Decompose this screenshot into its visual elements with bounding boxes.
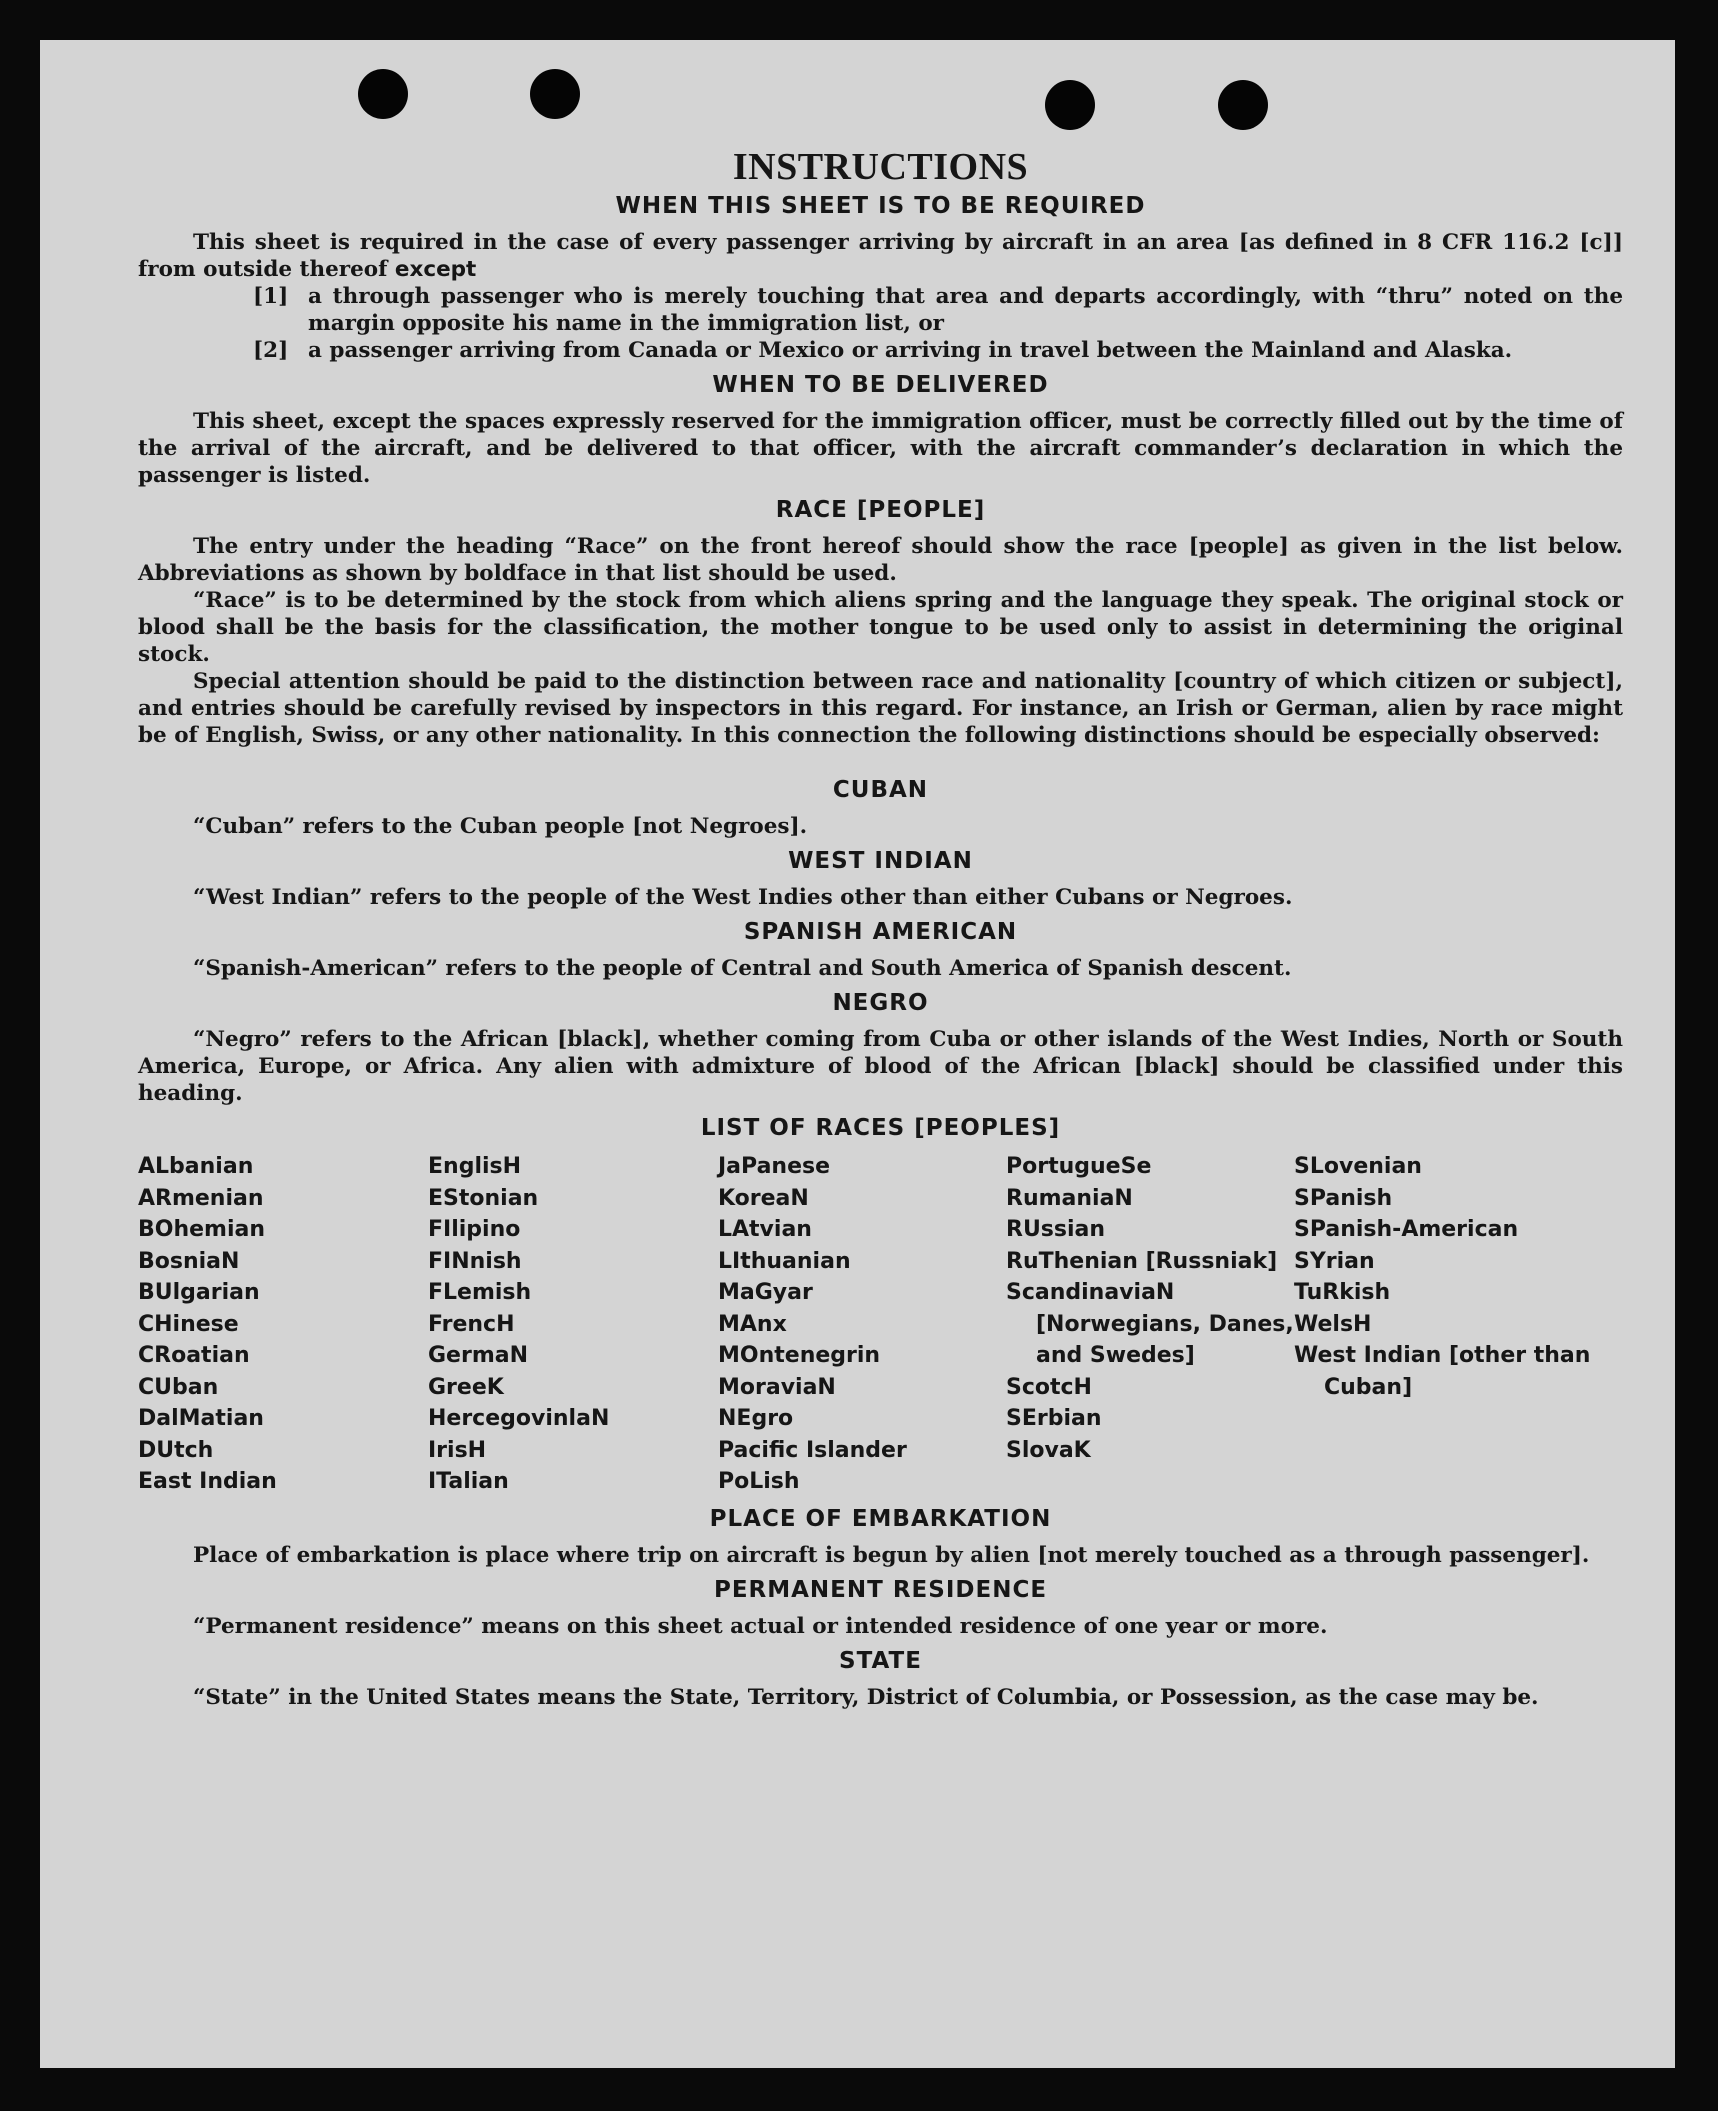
race-entry: SYrian xyxy=(1294,1248,1375,1274)
state-text: “State” in the United States means the State, Territory, District of Columbia, or Possession, as the case may be. xyxy=(193,1684,1539,1710)
delivered-text: This sheet, except the spaces expressly reserved for the immigration officer, must be correctly filled out by the time of the arrival of the aircraft, and be delivered to that officer, with the aircraft commander’s declaration in which the passenger is listed. xyxy=(138,409,1623,488)
race-entry: MoraviaN xyxy=(718,1374,836,1400)
race-entry: EnglisH xyxy=(428,1154,522,1179)
heading-when-delivered: WHEN TO BE DELIVERED xyxy=(712,372,1049,398)
race-entry: MOntenegrin xyxy=(718,1343,881,1368)
race-column xyxy=(1294,1151,1594,1498)
race-entry: RuThenian [Russniak] xyxy=(1006,1248,1278,1274)
race-entry: GermaN xyxy=(428,1343,529,1368)
negro-text: “Negro” refers to the African [black], whether coming from Cuba or other islands of the West Indies, North or South America, Europe, or Africa. Any alien with admixture of blood of the African [black] should be classified under this heading. xyxy=(138,1027,1623,1106)
race-entry: FINnish xyxy=(428,1248,522,1274)
heading-race: RACE [PEOPLE] xyxy=(775,497,986,523)
west-indian-text: “West Indian” refers to the people of the West Indies other than either Cubans or Negroes. xyxy=(193,885,1293,910)
race-entry: SErbian xyxy=(1006,1406,1102,1431)
race-entry: GreeK xyxy=(428,1374,504,1400)
heading-cuban: CUBAN xyxy=(832,777,929,803)
except-word: except xyxy=(394,257,477,282)
race-entry: SLovenian xyxy=(1294,1154,1422,1179)
race-entry: BUlgarian xyxy=(138,1280,260,1305)
race-entry: WelsH xyxy=(1294,1311,1372,1337)
punch-hole xyxy=(1218,80,1268,130)
race-entry: JaPanese xyxy=(718,1154,831,1179)
heading-negro: NEGRO xyxy=(832,990,929,1016)
heading-permanent-residence: PERMANENT RESIDENCE xyxy=(713,1576,1048,1603)
exception-item: [2] a passenger arriving from Canada or Mexico or arriving in travel between the Mainland and Alaska. xyxy=(253,338,1513,363)
heading-spanish-american: SPANISH AMERICAN xyxy=(743,919,1018,945)
race-entry: EStonian xyxy=(428,1185,539,1211)
race-entry: ScandinaviaN [Norwegians, Danes, and Swedes] xyxy=(1006,1280,1294,1368)
punch-hole xyxy=(1045,80,1095,130)
heading-when-required: WHEN THIS SHEET IS TO BE REQUIRED xyxy=(615,193,1146,219)
race-entry: TuRkish xyxy=(1294,1280,1391,1305)
race-entry: West Indian [other than Cuban] xyxy=(1294,1343,1591,1400)
heading-state: STATE xyxy=(839,1647,922,1674)
race-entry: SPanish-American xyxy=(1294,1217,1519,1242)
cuban-text: “Cuban” refers to the Cuban people [not Negroes]. xyxy=(193,814,808,839)
race-entry: BosniaN xyxy=(138,1248,240,1274)
punch-hole xyxy=(358,69,408,119)
heading-list-of-races: LIST OF RACES [PEOPLES] xyxy=(700,1115,1061,1141)
race-entry: PoLish xyxy=(718,1469,800,1494)
race-entry: LIthuanian xyxy=(718,1248,851,1274)
race-entry: ARmenian xyxy=(138,1185,264,1211)
race-entry: SPanish xyxy=(1294,1185,1393,1211)
race-entry: RumaniaN xyxy=(1006,1185,1133,1211)
race-entry: DalMatian xyxy=(138,1406,264,1431)
race-entry: DUtch xyxy=(138,1437,214,1463)
race-entry: FrencH xyxy=(428,1311,515,1337)
race-entry: PortugueSe xyxy=(1006,1154,1152,1179)
heading-west-indian: WEST INDIAN xyxy=(788,848,973,874)
race-entry: SlovaK xyxy=(1006,1437,1091,1463)
race-entry: East Indian xyxy=(138,1469,277,1494)
residence-text: “Permanent residence” means on this sheet actual or intended residence of one year or more. xyxy=(193,1613,1328,1639)
spanish-american-text: “Spanish-American” refers to the people of Central and South America of Spanish descent. xyxy=(193,956,1292,981)
race-entry: ITalian xyxy=(428,1469,509,1494)
heading-place-of-embarkation: PLACE OF EMBARKATION xyxy=(709,1505,1052,1532)
page-title: INSTRUCTIONS xyxy=(732,146,1029,188)
punch-hole xyxy=(530,69,580,119)
race-column xyxy=(428,1151,718,1498)
exception-item: [1] a through passenger who is merely touching that area and departs accordingly, with “thru” noted on the margin opposite his name in the immigration list, or xyxy=(253,284,1623,336)
race-entry: BOhemian xyxy=(138,1217,266,1242)
race-entry: Pacific Islander xyxy=(718,1437,907,1463)
race-entry: HercegovinlaN xyxy=(428,1406,610,1431)
race-entry: FIlipino xyxy=(428,1217,521,1242)
exception-list xyxy=(253,283,1623,364)
race-entry: MAnx xyxy=(718,1311,787,1337)
race-entry: KoreaN xyxy=(718,1185,809,1211)
race-entry: ScotcH xyxy=(1006,1374,1092,1400)
race-paragraph-2: “Race” is to be determined by the stock from which aliens spring and the language they speak. The original stock or blood shall be the basis for the classification, the mother tongue to be used only to assist in determining the original stock. xyxy=(138,588,1623,667)
race-entry: FLemish xyxy=(428,1280,532,1305)
race-entry: MaGyar xyxy=(718,1280,813,1305)
document-page xyxy=(40,40,1675,2068)
race-list xyxy=(138,1151,1623,1498)
race-column xyxy=(718,1151,1006,1498)
instructions-content xyxy=(138,145,1623,1711)
required-intro: This sheet is required in the case of every passenger arriving by aircraft in an area [as defined in 8 CFR 116.2 [c]] from outside thereof except xyxy=(138,230,1623,282)
race-entry: RUssian xyxy=(1006,1217,1106,1242)
race-entry: CUban xyxy=(138,1374,219,1400)
race-column xyxy=(1006,1151,1294,1498)
race-entry: CRoatian xyxy=(138,1343,250,1368)
race-entry: NEgro xyxy=(718,1406,794,1431)
embarkation-text: Place of embarkation is place where trip on aircraft is begun by alien [not merely touched as a through passenger]. xyxy=(193,1542,1590,1568)
race-entry: CHinese xyxy=(138,1311,239,1337)
race-paragraph-1: The entry under the heading “Race” on the front hereof should show the race [people] as given in the list below. Abbreviations as shown by boldface in that list should be used. xyxy=(138,534,1623,586)
race-entry: IrisH xyxy=(428,1437,487,1463)
race-column xyxy=(138,1151,428,1498)
race-entry: ALbanian xyxy=(138,1154,254,1179)
race-entry: LAtvian xyxy=(718,1217,812,1242)
race-paragraph-3: Special attention should be paid to the distinction between race and nationality [country of which citizen or subject], and entries should be carefully revised by inspectors in this regard. For instance, an Irish or German, alien by race might be of English, Swiss, or any other nationality. In this connection the following distinctions should be especially observed: xyxy=(138,669,1623,748)
